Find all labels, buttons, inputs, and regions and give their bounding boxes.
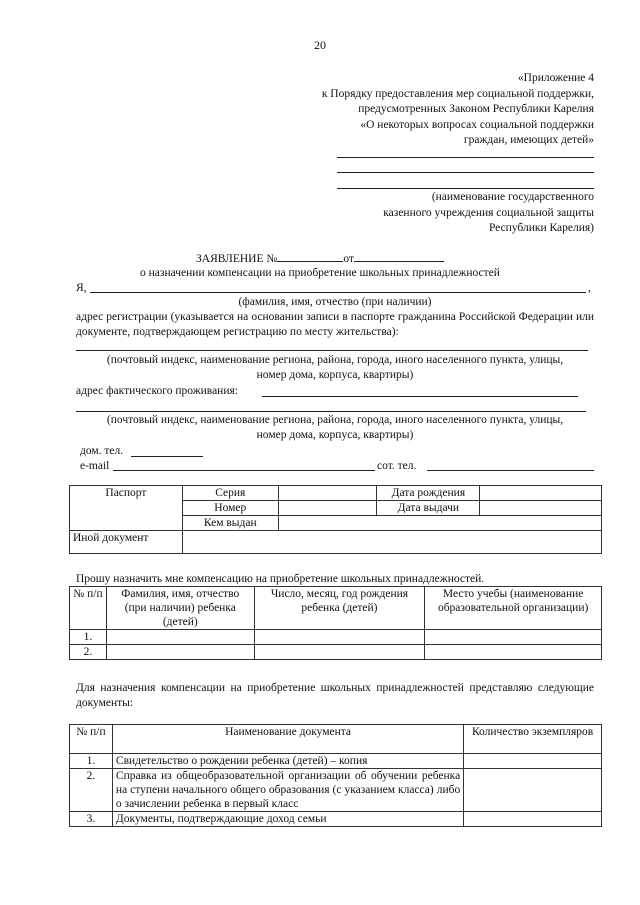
children-header-num: № п/п	[70, 587, 107, 630]
birth-date-label: Дата рождения	[377, 486, 480, 501]
address-caption: (почтовый индекс, наименование региона, района, города, иного населенного пункта, улицы,	[106, 354, 564, 366]
actual-address-field-2[interactable]	[76, 411, 586, 412]
other-doc-label: Иной документ	[70, 531, 183, 554]
application-number-field[interactable]	[277, 251, 343, 262]
docs-intro: Для назначения компенсации на приобретение школьных принадлежностей представляю следующие документы:	[76, 682, 594, 709]
actual-address-field[interactable]	[262, 396, 578, 397]
child-school-cell[interactable]	[425, 630, 602, 645]
registration-address-field[interactable]	[76, 350, 588, 351]
row-number: 2.	[70, 645, 107, 660]
table-row	[70, 630, 602, 645]
doc-number: 1.	[70, 754, 113, 769]
child-school-cell[interactable]	[425, 645, 602, 660]
docs-header-count: Количество экземпляров	[464, 725, 602, 754]
documents-table	[69, 724, 602, 827]
doc-count-cell[interactable]	[464, 769, 602, 812]
cell-phone-field[interactable]	[427, 470, 594, 471]
address-caption: (почтовый индекс, наименование региона, района, города, иного населенного пункта, улицы,	[106, 414, 564, 426]
address-caption: номер дома, корпуса, квартиры)	[256, 369, 414, 381]
docs-header-name: Наименование документа	[112, 725, 463, 754]
page-number: 20	[314, 38, 326, 52]
row-number: 1.	[70, 630, 107, 645]
passport-label: Паспорт	[70, 486, 183, 531]
home-phone-label: дом. тел.	[80, 445, 124, 457]
doc-number: 2.	[70, 769, 113, 812]
appendix-line: граждан, имеющих детей»	[463, 134, 594, 146]
issue-date-label: Дата выдачи	[377, 501, 480, 516]
children-header-name: Фамилия, имя, отчество (при наличии) ребенка (детей)	[106, 587, 254, 630]
appendix-line: предусмотренных Законом Республики Карелия	[358, 103, 594, 115]
title-word: ЗАЯВЛЕНИЕ №	[196, 253, 278, 265]
children-header-birth: Число, месяц, год рождения ребенка (детей)	[254, 587, 425, 630]
child-name-cell[interactable]	[106, 630, 254, 645]
doc-count-cell[interactable]	[464, 754, 602, 769]
cell-phone-label: сот. тел.	[377, 460, 417, 472]
registration-label: адрес регистрации (указывается на основании записи в паспорте гражданина Российской Федерации или документе, подтверждающем регистрацию по месту жительства):	[76, 311, 594, 338]
series-label: Серия	[182, 486, 278, 501]
series-cell[interactable]	[278, 486, 377, 501]
applicant-suffix: ,	[588, 282, 591, 294]
applicant-name-field[interactable]	[90, 292, 586, 293]
table-row	[70, 812, 602, 827]
children-header-school: Место учебы (наименование образовательной организации)	[425, 587, 602, 630]
child-birth-cell[interactable]	[254, 630, 425, 645]
email-field[interactable]	[113, 470, 375, 471]
child-name-cell[interactable]	[106, 645, 254, 660]
doc-name: Документы, подтверждающие доход семьи	[112, 812, 463, 827]
document-subtitle: о назначении компенсации на приобретение школьных принадлежностей	[140, 267, 500, 279]
birth-date-cell[interactable]	[480, 486, 602, 501]
document-title	[0, 251, 640, 267]
docs-header-num: № п/п	[70, 725, 113, 754]
table-row	[70, 754, 602, 769]
child-birth-cell[interactable]	[254, 645, 425, 660]
recipient-line[interactable]	[337, 157, 594, 158]
passport-table	[69, 485, 602, 554]
actual-address-label: адрес фактического проживания:	[76, 385, 238, 397]
recipient-line[interactable]	[337, 188, 594, 189]
doc-name: Свидетельство о рождении ребенка (детей) – копия	[112, 754, 463, 769]
appendix-line: «О некоторых вопросах социальной поддержки	[360, 118, 594, 131]
name-caption: (фамилия, имя, отчество (при наличии)	[238, 296, 432, 308]
doc-number: 3.	[70, 812, 113, 827]
appendix-line: к Порядку предоставления мер социальной поддержки,	[321, 87, 594, 100]
applicant-prefix: Я,	[76, 282, 87, 294]
recipient-line[interactable]	[337, 172, 594, 173]
home-phone-field[interactable]	[131, 456, 203, 457]
number-cell[interactable]	[278, 501, 377, 516]
issue-date-cell[interactable]	[480, 501, 602, 516]
other-doc-cell[interactable]	[182, 531, 601, 554]
children-table	[69, 586, 602, 660]
appendix-header	[264, 71, 594, 149]
recipient-caption-line: Республики Карелия)	[488, 222, 594, 234]
doc-count-cell[interactable]	[464, 812, 602, 827]
issued-by-label: Кем выдан	[182, 516, 278, 531]
application-date-field[interactable]	[354, 251, 444, 262]
recipient-caption	[294, 190, 594, 237]
number-label: Номер	[182, 501, 278, 516]
title-from: от	[343, 253, 354, 265]
doc-name: Справка из общеобразовательной организации об обучении ребенка на ступени начального общего образования (с указанием класса) либо о зачислении ребенка в первый класс	[112, 769, 463, 812]
table-row	[70, 769, 602, 812]
issued-by-cell[interactable]	[278, 516, 601, 531]
request-text: Прошу назначить мне компенсацию на приобретение школьных принадлежностей.	[76, 573, 485, 585]
recipient-caption-line: казенного учреждения социальной защиты	[383, 206, 594, 219]
appendix-line: «Приложение 4	[517, 72, 594, 84]
recipient-caption-line: (наименование государственного	[431, 191, 594, 203]
email-label: e-mail	[80, 460, 110, 472]
address-caption: номер дома, корпуса, квартиры)	[256, 429, 414, 441]
table-row	[70, 645, 602, 660]
